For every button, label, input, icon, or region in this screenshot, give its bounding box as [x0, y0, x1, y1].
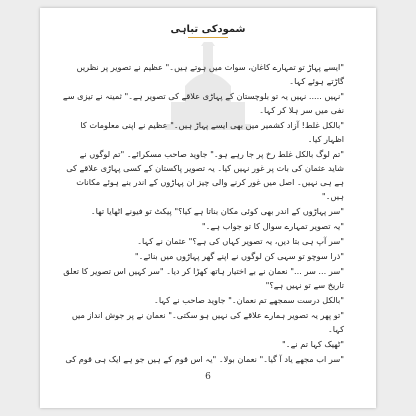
paragraph: "ذرا سوچو تو سہی کن لوگوں نے اپنے گھر پہاڑوں میں بنائے۔" — [134, 251, 344, 261]
paragraph: "یہ تصویر تمہارے سوال کا تو جواب ہے۔" — [201, 221, 344, 231]
paragraph: "بالکل درست سمجھے تم نعمان۔" جاوید صاحب نے کہا۔ — [154, 295, 344, 305]
paragraph: "ٹھیک کہا تم نے۔" — [282, 339, 344, 349]
book-page — [40, 8, 376, 408]
paragraph: "سر پہاڑوں کے اندر بھی کوئی مکان بناتا ہے کیا؟" پیکٹ تو فیونے اٹھایا تھا۔ — [90, 206, 344, 216]
page-number: 6 — [205, 372, 211, 382]
page-header — [40, 24, 376, 38]
paragraph: "سر آپ ہی بتا دیں، یہ تصویر کہاں کی ہے؟" عثمان نے کہا۔ — [137, 236, 344, 246]
paragraph: "ایسے پہاڑ تو تمہارے کاغان، سوات میں ہوتے ہیں۔" عظیم نے تصویر پر نظریں گاڑتے ہوئے کہا۔ — [76, 62, 344, 86]
paragraph: "بالکل غلط! آزاد کشمیر میں بھی ایسے پہاڑ ہیں۔" عظیم نے اپنی معلومات کا اظہار کیا۔ — [80, 120, 344, 144]
paragraph: "نہیں ..... نہیں یہ تو بلوچستان کے پہاڑی علاقے کی تصویر ہے۔" ثمینہ نے تیزی سے نفی میں سر ہلا کر کہا۔ — [62, 91, 344, 115]
paragraph: "تو پھر یہ تصویر ہمارے علاقے کی نہیں ہو سکتی۔" نعمان نے پر جوش انداز میں کہا۔ — [71, 310, 344, 334]
paragraph: "سر اب مجھے یاد آ گیا۔" نعمان بولا۔ "یہ اس قوم کے ہیں جو ہے ایک ہی قوم کی — [65, 354, 344, 364]
body-text — [62, 60, 354, 367]
paragraph: "سر ... سر ..." نعمان نے بے اختیار ہاتھ کھڑا کر دیا۔ "سر کہیں اس تصویر کا تعلق تاریخ سے تو نہیں ہے؟" — [63, 266, 344, 290]
paragraph: "تم لوگ بالکل غلط رخ پر جا رہے ہو۔" جاوید صاحب مسکرائے۔ "تم لوگوں نے شاید عثمان کی بات پر غور نہیں کیا۔ یہ تصویر پاکستان کے کسی پہاڑی علاقے کی ہے ہی نہیں۔ اصل میں غور کرنے والی چیز ان پہاڑوں کے اندر بنے ہوئے مکانات ہیں۔" — [66, 149, 344, 201]
chapter-title: شمودکی تباہی — [170, 24, 246, 35]
header-underline — [188, 37, 228, 38]
